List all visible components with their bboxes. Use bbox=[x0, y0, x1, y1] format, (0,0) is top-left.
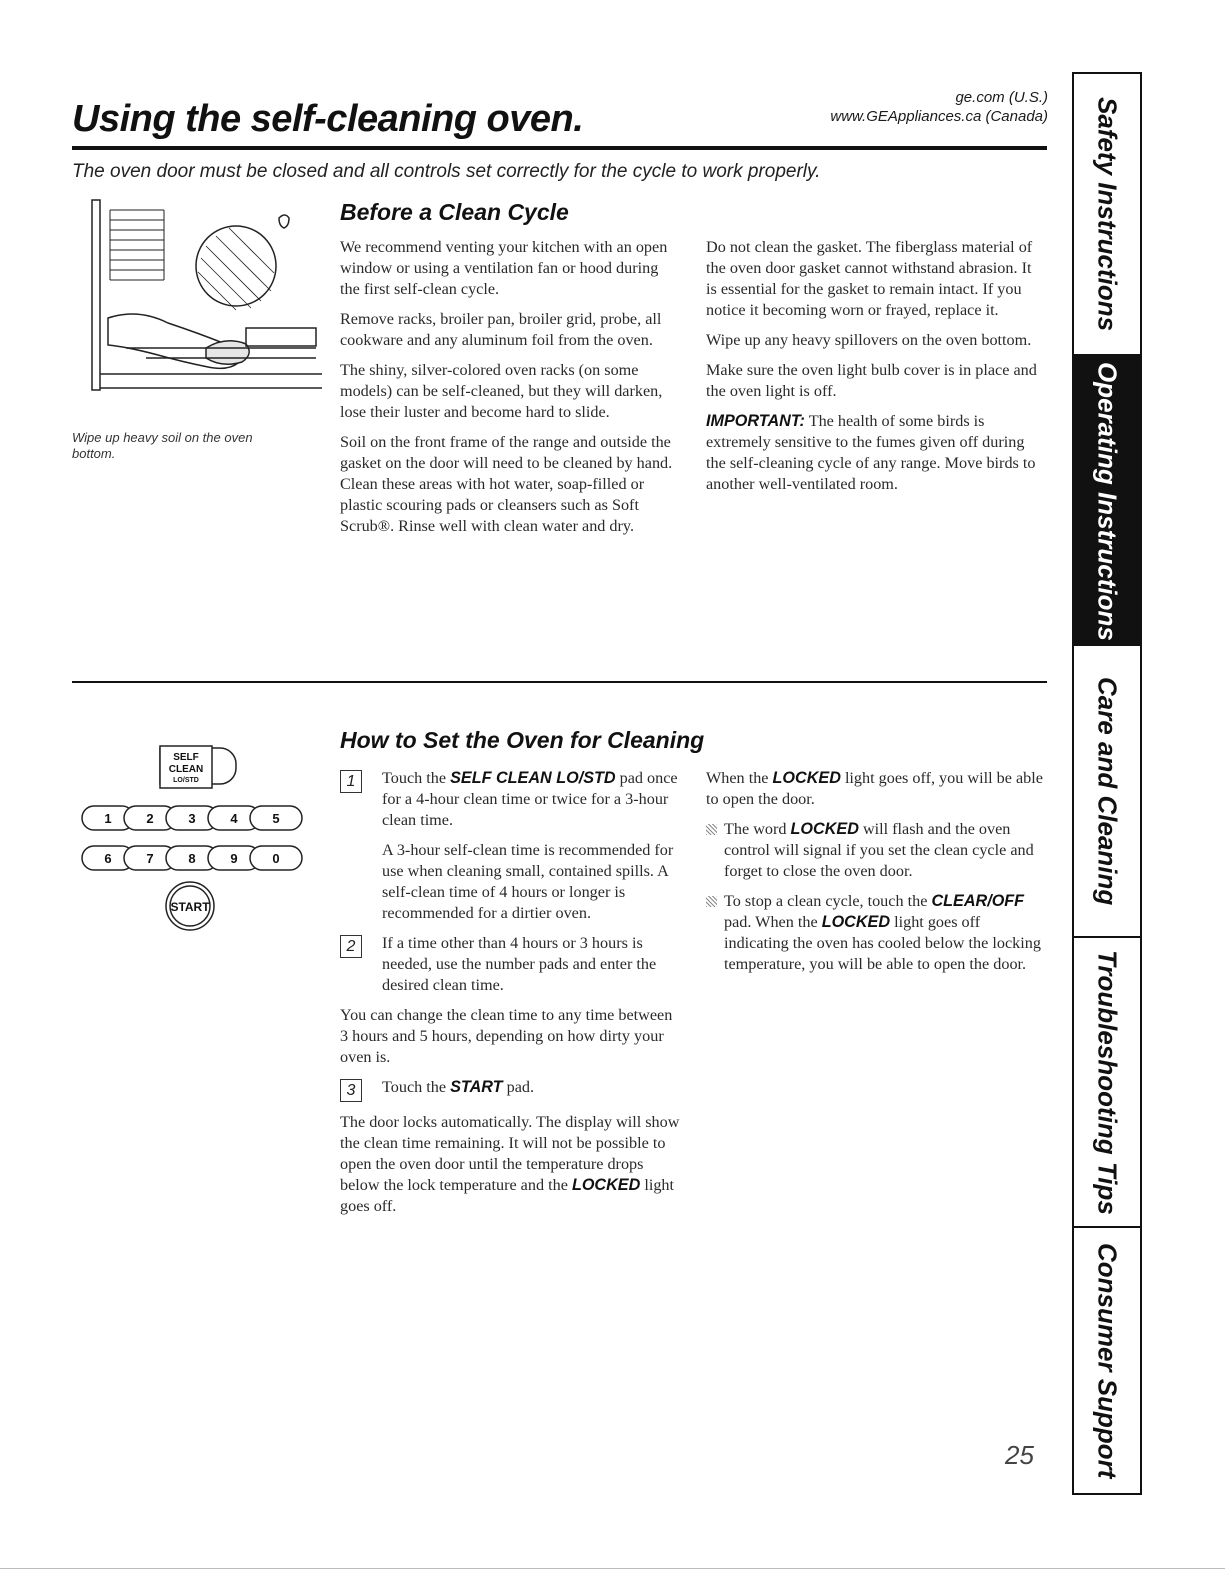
text: Touch the bbox=[382, 1078, 447, 1096]
important-text: The health of some birds is extremely sensitive to the fumes given off during the self-cleaning cycle of any range. Move birds to another well-ventilated room. bbox=[706, 412, 1036, 493]
key-2: 2 bbox=[146, 811, 154, 826]
text: pad. When the bbox=[724, 913, 818, 931]
section-tabs bbox=[1072, 72, 1142, 1495]
step-2-text: If a time other than 4 hours or 3 hours is needed, use the number pads and enter the desired clean time. bbox=[382, 934, 657, 994]
text: pad. bbox=[506, 1078, 535, 1096]
text: To stop a clean cycle, touch the bbox=[724, 892, 928, 910]
bullet-icon bbox=[706, 824, 717, 835]
set-oven-col1 bbox=[340, 768, 680, 1226]
paragraph: Make sure the oven light bulb cover is in place and the oven light is off. bbox=[706, 361, 1037, 400]
key-8: 8 bbox=[188, 851, 196, 866]
heading-before-clean-cycle: Before a Clean Cycle bbox=[340, 199, 569, 225]
text: Touch the bbox=[382, 769, 447, 787]
before-clean-col1 bbox=[340, 237, 680, 546]
paragraph: Soil on the front frame of the range and outside the gasket on the door will need to be cleaned by hand. Clean these areas with hot water, soap-filled or plastic scouring pads or cleansers such as Soft Scrub®. Rinse well with clean water and dry. bbox=[340, 433, 673, 535]
step-number: 1 bbox=[340, 770, 362, 793]
heading-set-oven-cleaning: How to Set the Oven for Cleaning bbox=[340, 727, 705, 753]
text: When the bbox=[706, 769, 769, 787]
bullet-item bbox=[706, 819, 1044, 882]
tab-safety-instructions[interactable] bbox=[1074, 74, 1140, 356]
important-label: IMPORTANT: bbox=[706, 412, 805, 430]
locked-label: LOCKED bbox=[821, 913, 891, 931]
tab-consumer-support[interactable] bbox=[1074, 1228, 1140, 1493]
key-0: 0 bbox=[272, 851, 280, 866]
step-number: 3 bbox=[340, 1079, 362, 1102]
step-number: 2 bbox=[340, 935, 362, 958]
text: pad once for a 4-hour clean time or twice for a 3-hour clean time. bbox=[382, 769, 678, 829]
illustration-caption: Wipe up heavy soil on the oven bottom. bbox=[72, 430, 253, 461]
page-edge-line bbox=[0, 1568, 1225, 1569]
key-start: START bbox=[170, 900, 210, 914]
before-clean-col2 bbox=[706, 237, 1044, 504]
door-lock-paragraph bbox=[340, 1112, 680, 1217]
key-9: 9 bbox=[230, 851, 238, 866]
key-clean: CLEAN bbox=[168, 764, 204, 775]
header-rule bbox=[72, 146, 1047, 150]
oven-wipe-illustration bbox=[86, 198, 326, 398]
key-7: 7 bbox=[146, 851, 154, 866]
bullet-icon bbox=[706, 896, 717, 907]
locked-label: LOCKED bbox=[772, 769, 841, 787]
tab-label: Troubleshooting Tips bbox=[1092, 949, 1123, 1215]
key-4: 4 bbox=[230, 811, 238, 826]
section-rule bbox=[72, 681, 1047, 683]
important-note bbox=[706, 411, 1044, 495]
text: The word bbox=[724, 820, 787, 838]
step-1-note: A 3-hour self-clean time is recommended for use when cleaning small, contained spills. A self-clean time of 4 hours or longer is recommended for a dirtier oven. bbox=[382, 841, 674, 922]
key-lo-std: LO/STD bbox=[173, 777, 199, 784]
paragraph: We recommend venting your kitchen with an open window or using a ventilation fan or hood during the first self-clean cycle. bbox=[340, 238, 668, 298]
start-pad-label: START bbox=[450, 1078, 503, 1096]
locked-label: LOCKED bbox=[790, 820, 859, 838]
tab-care-and-cleaning[interactable] bbox=[1074, 646, 1140, 938]
key-1: 1 bbox=[104, 811, 112, 826]
web-us: ge.com (U.S.) bbox=[955, 89, 1048, 106]
text: light goes off indicating the oven has cooled below the locking temperature, you will be able to open the door. bbox=[724, 913, 1041, 973]
step-1 bbox=[340, 768, 680, 924]
clean-time-range: You can change the clean time to any time between 3 hours and 5 hours, depending on how dirty your oven is. bbox=[340, 1006, 673, 1066]
page-number: 25 bbox=[1005, 1440, 1034, 1470]
paragraph: Remove racks, broiler pan, broiler grid, probe, all cookware and any aluminum foil from the oven. bbox=[340, 310, 662, 349]
clear-off-label: CLEAR/OFF bbox=[931, 892, 1025, 910]
website-links bbox=[830, 88, 1048, 126]
page-title: Using the self-cleaning oven. bbox=[72, 98, 584, 140]
step-2 bbox=[340, 933, 680, 996]
key-5: 5 bbox=[272, 811, 280, 826]
text: light goes off, you will be able to open the door. bbox=[706, 769, 1043, 808]
page-subtitle: The oven door must be closed and all controls set correctly for the cycle to work properly. bbox=[72, 161, 821, 182]
tab-label: Operating Instructions bbox=[1092, 361, 1123, 641]
paragraph: Do not clean the gasket. The fiberglass material of the oven door gasket cannot withstand abrasion. It is essential for the gasket to remain intact. If you notice it becoming worn or frayed, replace it. bbox=[706, 238, 1033, 319]
keypad-illustration bbox=[78, 738, 318, 938]
key-3: 3 bbox=[188, 811, 196, 826]
locked-light-paragraph bbox=[706, 768, 1044, 810]
key-6: 6 bbox=[104, 851, 112, 866]
key-self: SELF bbox=[173, 752, 199, 763]
tab-operating-instructions[interactable] bbox=[1074, 356, 1140, 646]
step-3 bbox=[340, 1077, 680, 1098]
locked-label: LOCKED bbox=[571, 1176, 641, 1194]
text: The door locks automatically. The display will show the clean time remaining. It will not be possible to open the oven door until the temperature drops below the lock temperature and the bbox=[340, 1113, 680, 1194]
tab-troubleshooting-tips[interactable] bbox=[1074, 938, 1140, 1228]
tab-label: Safety Instructions bbox=[1092, 96, 1123, 332]
web-canada: www.GEAppliances.ca (Canada) bbox=[830, 108, 1048, 125]
paragraph: The shiny, silver-colored oven racks (on some models) can be self-cleaned, but they will darken, lose their luster and become hard to slide. bbox=[340, 361, 663, 421]
tab-label: Care and Cleaning bbox=[1092, 676, 1123, 906]
self-clean-pad-label: SELF CLEAN LO/STD bbox=[450, 769, 616, 787]
paragraph: Wipe up any heavy spillovers on the oven bottom. bbox=[706, 331, 1032, 349]
text: will flash and the oven control will signal if you set the clean cycle and forget to close the oven door. bbox=[724, 820, 1034, 880]
set-oven-col2 bbox=[706, 768, 1044, 984]
text: light goes off. bbox=[340, 1176, 675, 1215]
bullet-item bbox=[706, 891, 1044, 975]
tab-label: Consumer Support bbox=[1092, 1242, 1123, 1479]
